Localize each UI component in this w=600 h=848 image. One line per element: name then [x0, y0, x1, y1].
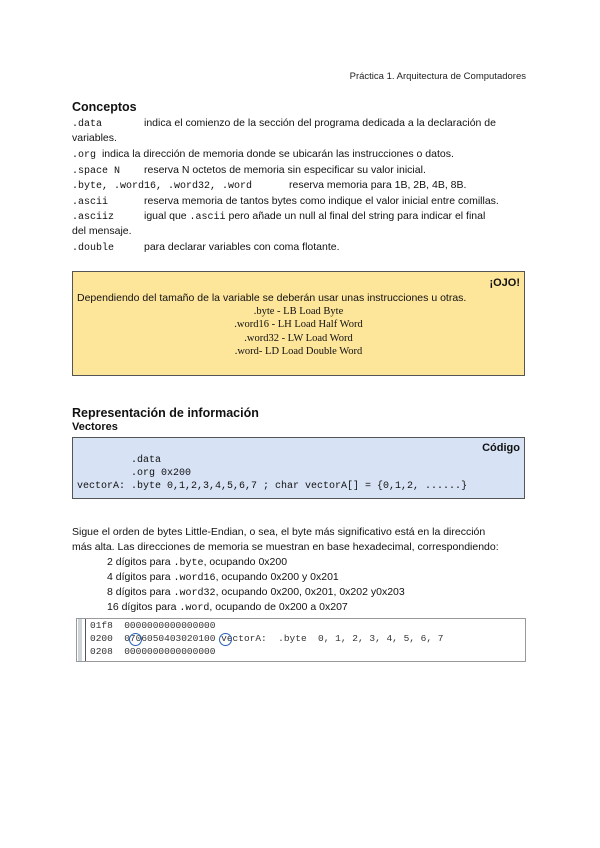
concept-term: .data: [72, 119, 103, 130]
section-title-conceptos: Conceptos: [72, 100, 137, 114]
page-header: Práctica 1. Arquitectura de Computadores: [349, 71, 526, 82]
concept-desc-a: igual que: [144, 210, 187, 222]
memory-divider: [85, 619, 86, 661]
concept-desc-b: pero añade un null al final del string para indicar el final: [228, 210, 486, 222]
lsb-highlight-circle: [219, 633, 232, 646]
memory-row: 0200 0706050403020100 vectorA: .byte 0, 1, 2, 3, 4, 5, 6, 7: [90, 633, 444, 644]
concept-term: .ascii: [72, 197, 109, 208]
list-item: 8 dígitos para .word32, ocupando 0x200, 0x201, 0x202 y0x203: [107, 586, 405, 599]
memory-row: 0208 0000000000000000: [90, 646, 216, 657]
list-item: 4 dígitos para .word16, ocupando 0x200 y 0x201: [107, 571, 339, 584]
ojo-line-word16: .word16 - LH Load Half Word: [234, 319, 363, 330]
ojo-line-word: .word- LD Load Double Word: [234, 346, 363, 357]
concept-term: .space N: [72, 166, 121, 177]
section-title-representacion: Representación de información: [72, 406, 259, 420]
ojo-box: [72, 271, 525, 376]
concept-term: .double: [72, 243, 115, 254]
concept-desc: reserva memoria para 1B, 2B, 4B, 8B.: [289, 179, 467, 191]
concept-term: .byte, .word16, .word32, .word: [72, 181, 253, 192]
ojo-intro: Dependiendo del tamaño de la variable se deberán usar unas instrucciones u otras.: [77, 292, 467, 304]
code-line-1: .data: [77, 455, 162, 466]
code-title: Código: [482, 442, 520, 454]
concept-double: [72, 240, 527, 257]
concept-desc: para declarar variables con coma flotante.: [144, 241, 340, 253]
ojo-line-byte: .byte - LB Load Byte: [253, 306, 344, 317]
concept-org: [72, 147, 527, 164]
ojo-line-word32: .word32 - LW Load Word: [244, 333, 353, 344]
msb-highlight-circle: [129, 633, 142, 646]
code-box: [72, 437, 525, 499]
memory-row: 01f8 0000000000000000: [90, 620, 216, 631]
concept-desc: indica la dirección de memoria donde se ubicarán las instrucciones o datos.: [101, 148, 454, 160]
paragraph-line-2: más alta. Las direcciones de memoria se muestran en base hexadecimal, correspondiendo:: [72, 541, 499, 553]
concept-term: .asciiz: [72, 212, 115, 223]
concept-byte-word: [72, 178, 527, 195]
concept-desc: indica el comienzo de la sección del programa dedicada a la declaración de: [144, 117, 496, 129]
concept-term: .org: [72, 150, 97, 161]
concept-desc-code: .ascii: [189, 212, 226, 223]
memory-gutter: [78, 619, 82, 661]
list-item: 2 dígitos para .byte, ocupando 0x200: [107, 556, 288, 569]
concept-desc: reserva memoria de tantos bytes como indique el valor inicial entre comillas.: [144, 195, 499, 207]
code-line-3: vectorA: .byte 0,1,2,3,4,5,6,7 ; char vectorA[] = {0,1,2, ......}: [77, 481, 468, 492]
concept-data-cont: variables.: [72, 132, 117, 144]
code-line-2: .org 0x200: [77, 468, 192, 479]
concept-desc: reserva N octetos de memoria sin especificar su valor inicial.: [144, 164, 426, 176]
paragraph-line-1: Sigue el orden de bytes Little-Endian, o sea, el byte más significativo está en la dirección: [72, 526, 486, 538]
subsection-title-vectores: Vectores: [72, 421, 118, 433]
ojo-title: ¡OJO!: [489, 277, 520, 289]
list-item: 16 dígitos para .word, ocupando de 0x200 a 0x207: [107, 601, 348, 614]
concept-asciiz-cont: del mensaje.: [72, 225, 132, 237]
memory-view: [76, 618, 526, 662]
